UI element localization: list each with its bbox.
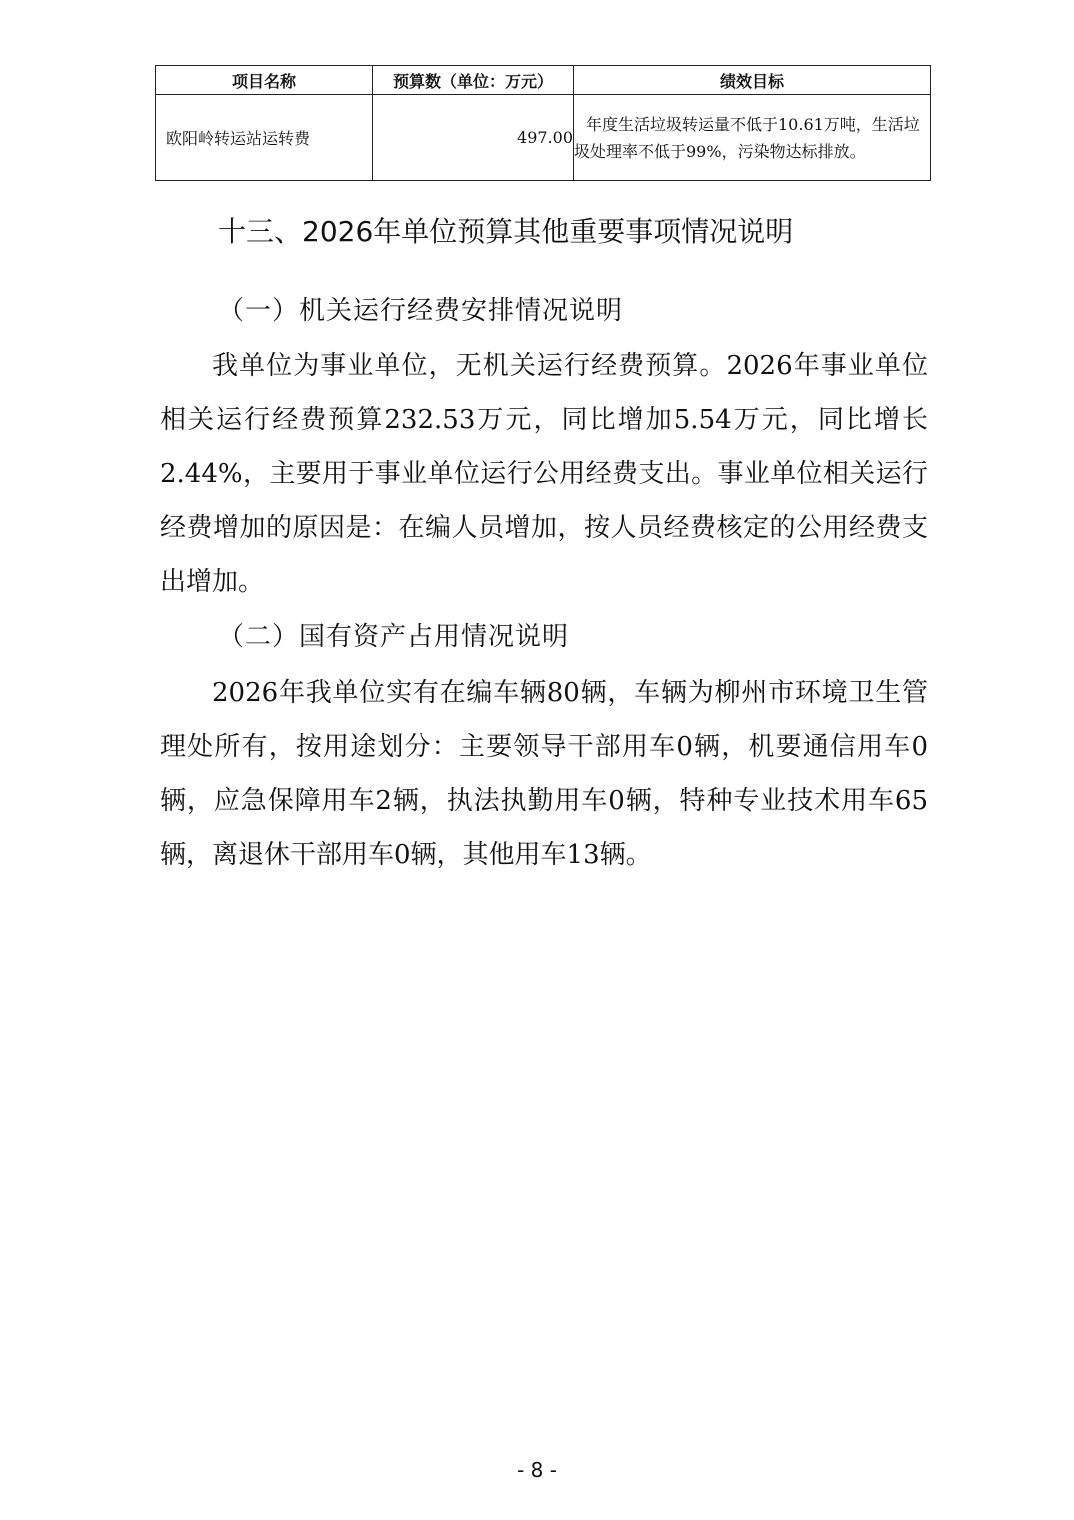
budget-table bbox=[155, 65, 931, 181]
header-performance-goal: 绩效目标 bbox=[574, 66, 931, 95]
section-heading: 十三、2026年单位预算其他重要事项情况说明 bbox=[218, 215, 794, 248]
page-number: - 8 - bbox=[517, 1458, 557, 1482]
paragraph-operating-expenses: 我单位为事业单位，无机关运行经费预算。2026年事业单位相关运行经费预算232.53万元，同比增加5.54万元，同比增长2.44%，主要用于事业单位运行公用经费支出。事业单位相关运行经费增加的原因是：在编人员增加，按人员经费核定的公用经费支出增加。 bbox=[160, 351, 928, 597]
header-budget-amount: 预算数（单位：万元） bbox=[373, 66, 574, 95]
cell-project-name: 欧阳岭转运站运转费 bbox=[156, 95, 373, 181]
table-row bbox=[156, 95, 931, 181]
subsection-heading-state-assets: （二）国有资产占用情况说明 bbox=[218, 622, 570, 652]
subsection-heading-operating-expenses: （一）机关运行经费安排情况说明 bbox=[218, 296, 624, 326]
cell-budget-amount: 497.00 bbox=[373, 95, 574, 181]
paragraph-state-assets: 2026年我单位实有在编车辆80辆，车辆为柳州市环境卫生管理处所有，按用途划分：主要领导干部用车0辆，机要通信用车0辆，应急保障用车2辆，执法执勤用车0辆，特种专业技术用车65辆，离退休干部用车0辆，其他用车13辆。 bbox=[160, 678, 928, 870]
table-header-row bbox=[156, 66, 931, 95]
cell-performance-goal: 年度生活垃圾转运量不低于10.61万吨，生活垃圾处理率不低于99%，污染物达标排放。 bbox=[574, 95, 931, 181]
header-project-name: 项目名称 bbox=[156, 66, 373, 95]
